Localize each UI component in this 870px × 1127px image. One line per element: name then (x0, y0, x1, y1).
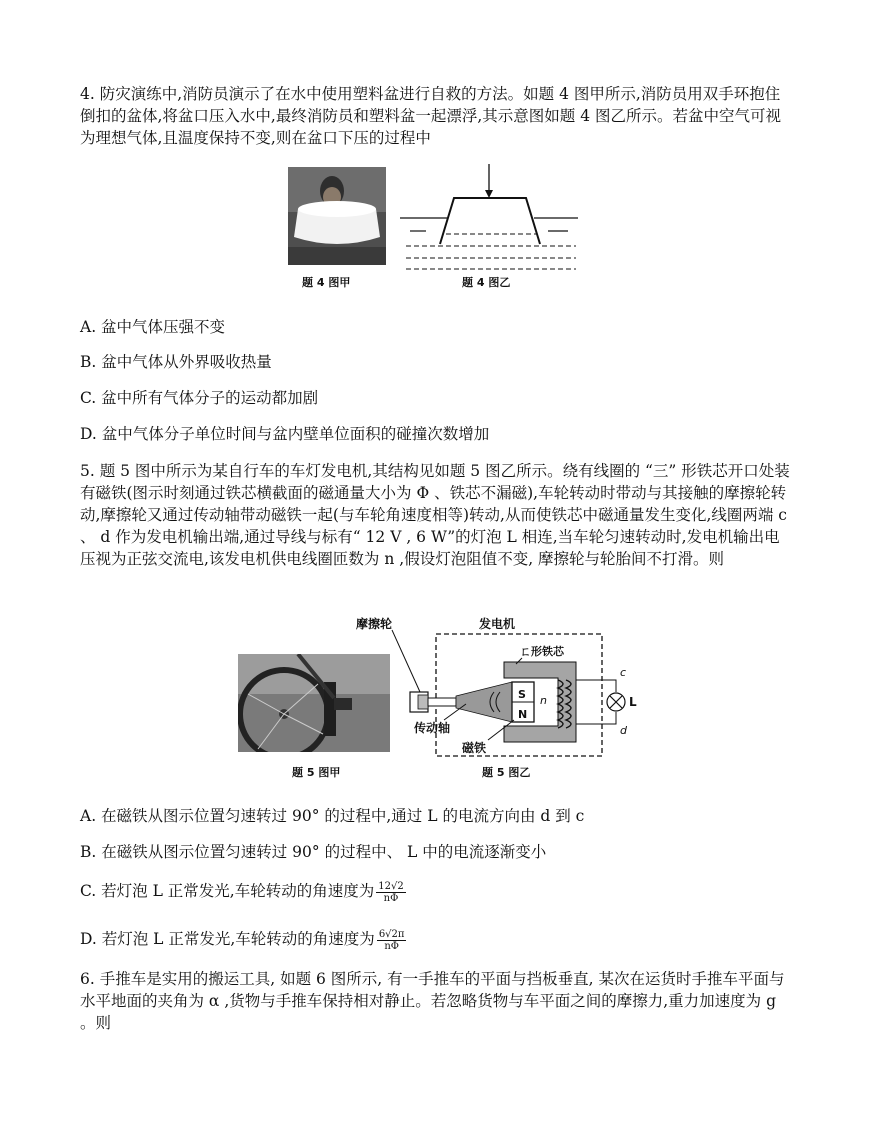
q5-option-b: B. 在磁铁从图示位置匀速转过 90° 的过程中、 L 中的电流逐渐变小 (80, 843, 547, 861)
q4-option-a: A. 盆中气体压强不变 (80, 318, 226, 336)
fig4-diagram (398, 162, 583, 272)
label-s: S (518, 688, 526, 701)
q5-stem: 5. 题 5 图中所示为某自行车的车灯发电机,其结构见如题 5 图乙所示。绕有线圈的 “三” 形铁芯开口处装有磁铁(图示时刻通过铁芯横截面的磁通量大小为 Φ 、铁芯不漏磁),车轮转动时带动与其接触的摩擦轮转动,摩擦轮又通过传动轴带动磁铁一起(与车轮角速度相等)转动,从而使铁芯中磁通量发生变化,线圈两端 c 、 d 作为发电机输出端,通过导线与标有“ 12 V , 6 W”的灯泡 L 相连,当车轮匀速转动时,发电机输出电压视为正弦交流电,该发电机供电线圈匝数为 n ,假设灯泡阻值不变, 摩擦轮与轮胎间不打滑。则 (80, 462, 790, 568)
q5-option-a: A. 在磁铁从图示位置匀速转过 90° 的过程中,通过 L 的电流方向由 d 到 c (80, 807, 585, 825)
fig5-diagram (354, 612, 654, 762)
fig4-b-caption: 题 4 图乙 (462, 276, 511, 289)
fig4-photo (288, 167, 386, 265)
q4-stem: 4. 防灾演练中,消防员演示了在水中使用塑料盆进行自救的方法。如题 4 图甲所示,消防员用双手环抱住倒扣的盆体,将盆口压入水中,最终消防员和塑料盆一起漂浮,其示意图如题 4 图乙所示。若盆中空气可视为理想气体,且温度保持不变,则在盆口下压的过程中 (80, 85, 781, 147)
label-generator: 发电机 (479, 617, 516, 631)
q4-option-c: C. 盆中所有气体分子的运动都加剧 (80, 389, 319, 407)
label-core: ㄈ形铁芯 (520, 645, 564, 658)
fraction-c: $\frac{12√2}{n\Phi}$ (378, 880, 404, 904)
q5-option-d: D. 若灯泡 L 正常发光,车轮转动的角速度为 $\frac{6√2\pi}{n\Phi}$ (80, 928, 405, 952)
fig5-b-caption: 题 5 图乙 (482, 766, 531, 779)
label-n-turns: n (540, 694, 547, 707)
q5-option-c: C. 若灯泡 L 正常发光,车轮转动的角速度为 $\frac{12√2}{n\Phi}$ (80, 880, 404, 904)
label-n-pole: N (518, 708, 528, 721)
q4-option-d: D. 盆中气体分子单位时间与盆内壁单位面积的碰撞次数增加 (80, 425, 490, 443)
label-d: d (620, 724, 627, 737)
fraction-d: $\frac{6√2\pi}{n\Phi}$ (378, 928, 405, 952)
label-lamp: L (629, 695, 637, 709)
q6-stem: 6. 手推车是实用的搬运工具, 如题 6 图所示, 有一手推车的平面与挡板垂直, 某次在运货时手推车平面与水平地面的夹角为 α ,货物与手推车保持相对静止。若忽略货物与车平面之间的摩擦力,重力加速度为 g 。则 (80, 970, 785, 1032)
fig5-a-caption: 题 5 图甲 (292, 766, 341, 779)
label-friction-wheel: 摩擦轮 (356, 617, 393, 631)
label-c: c (620, 666, 627, 679)
label-shaft: 传动轴 (414, 721, 451, 735)
label-magnet: 磁铁 (462, 741, 487, 755)
q4-option-b: B. 盆中气体从外界吸收热量 (80, 353, 272, 371)
fig4-a-caption: 题 4 图甲 (302, 276, 351, 289)
